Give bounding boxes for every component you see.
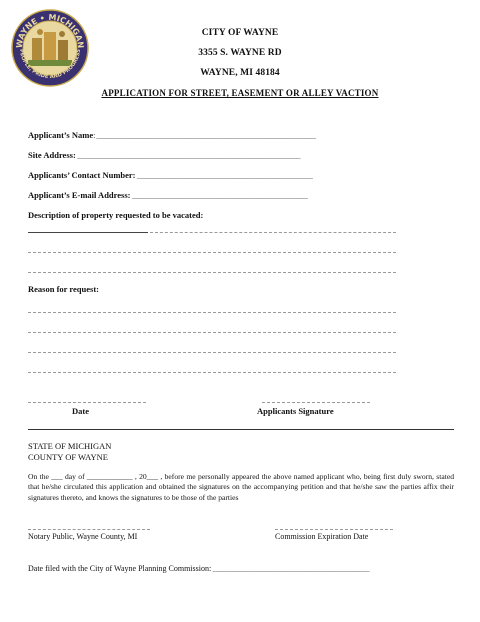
email-fill: ________________________________________________: [130, 190, 308, 200]
description-line-2[interactable]: [28, 252, 396, 253]
header-citystate: WAYNE, MI 48184: [200, 68, 280, 78]
reason-line-3[interactable]: [28, 352, 396, 353]
contact-number-fill: ________________________________________________: [135, 170, 313, 180]
notary-state: STATE OF MICHIGAN: [28, 441, 112, 451]
city-seal-logo: [10, 8, 90, 88]
description-label: Description of property requested to be vacated:: [28, 210, 204, 220]
email-label: Applicant’s E-mail Address:: [28, 190, 131, 200]
applicant-name-label: Applicant’s Name: [28, 130, 94, 140]
expiration-label: Commission Expiration Date: [275, 532, 369, 541]
section-divider: [28, 429, 454, 430]
reason-line-2[interactable]: [28, 332, 396, 333]
notary-county: COUNTY OF WAYNE: [28, 452, 108, 462]
description-line-1[interactable]: [150, 232, 396, 233]
expiration-line[interactable]: [275, 529, 393, 530]
header-street: 3355 S. WAYNE RD: [198, 48, 282, 58]
description-underline: [28, 232, 148, 233]
date-label: Date: [72, 406, 89, 416]
contact-number-label: Applicants’ Contact Number:: [28, 170, 136, 180]
date-filed-label: Date filed with the City of Wayne Planning Commission:: [28, 564, 212, 573]
site-address-label: Site Address:: [28, 150, 76, 160]
contact-number-field[interactable]: [28, 170, 312, 180]
notary-public-label: Notary Public, Wayne County, MI: [28, 532, 138, 541]
site-address-fill: _____________________________________________________________: [75, 150, 300, 160]
form-title: APPLICATION FOR STREET, EASEMENT OR ALLEY VACTION: [101, 88, 379, 98]
header-city: CITY OF WAYNE: [201, 28, 279, 38]
reason-label: Reason for request:: [28, 284, 99, 294]
email-field[interactable]: [28, 190, 307, 200]
site-address-field[interactable]: [28, 150, 300, 160]
date-filed-fill: ______________________________________________: [211, 564, 370, 573]
notary-signature-line[interactable]: [28, 529, 150, 530]
description-line-3[interactable]: [28, 272, 396, 273]
reason-line-4[interactable]: [28, 372, 396, 373]
applicant-name-field[interactable]: [28, 130, 315, 140]
date-line[interactable]: [28, 402, 146, 403]
seal-bottom-text: PEOPLE, PRIDE AND PROGRESS: [17, 48, 83, 81]
seal-top-text: WAYNE • MICHIGAN: [14, 12, 86, 49]
applicant-name-fill: : ____________________________________________________________: [93, 130, 316, 140]
signature-label: Applicants Signature: [257, 406, 334, 416]
reason-line-1[interactable]: [28, 312, 396, 313]
signature-line[interactable]: [262, 402, 370, 403]
notary-paragraph: On the ___ day of ____________ , 20___ , before me personally appeared the above named applicant who, being first duly sworn, stated that he/she circulated this application and obtained the signatures on the accompanying petition and that he/she saw the parties affix their signatures thereto, and knows the signatures to be those of the parties: [28, 472, 454, 502]
date-filed-field[interactable]: [28, 564, 369, 573]
